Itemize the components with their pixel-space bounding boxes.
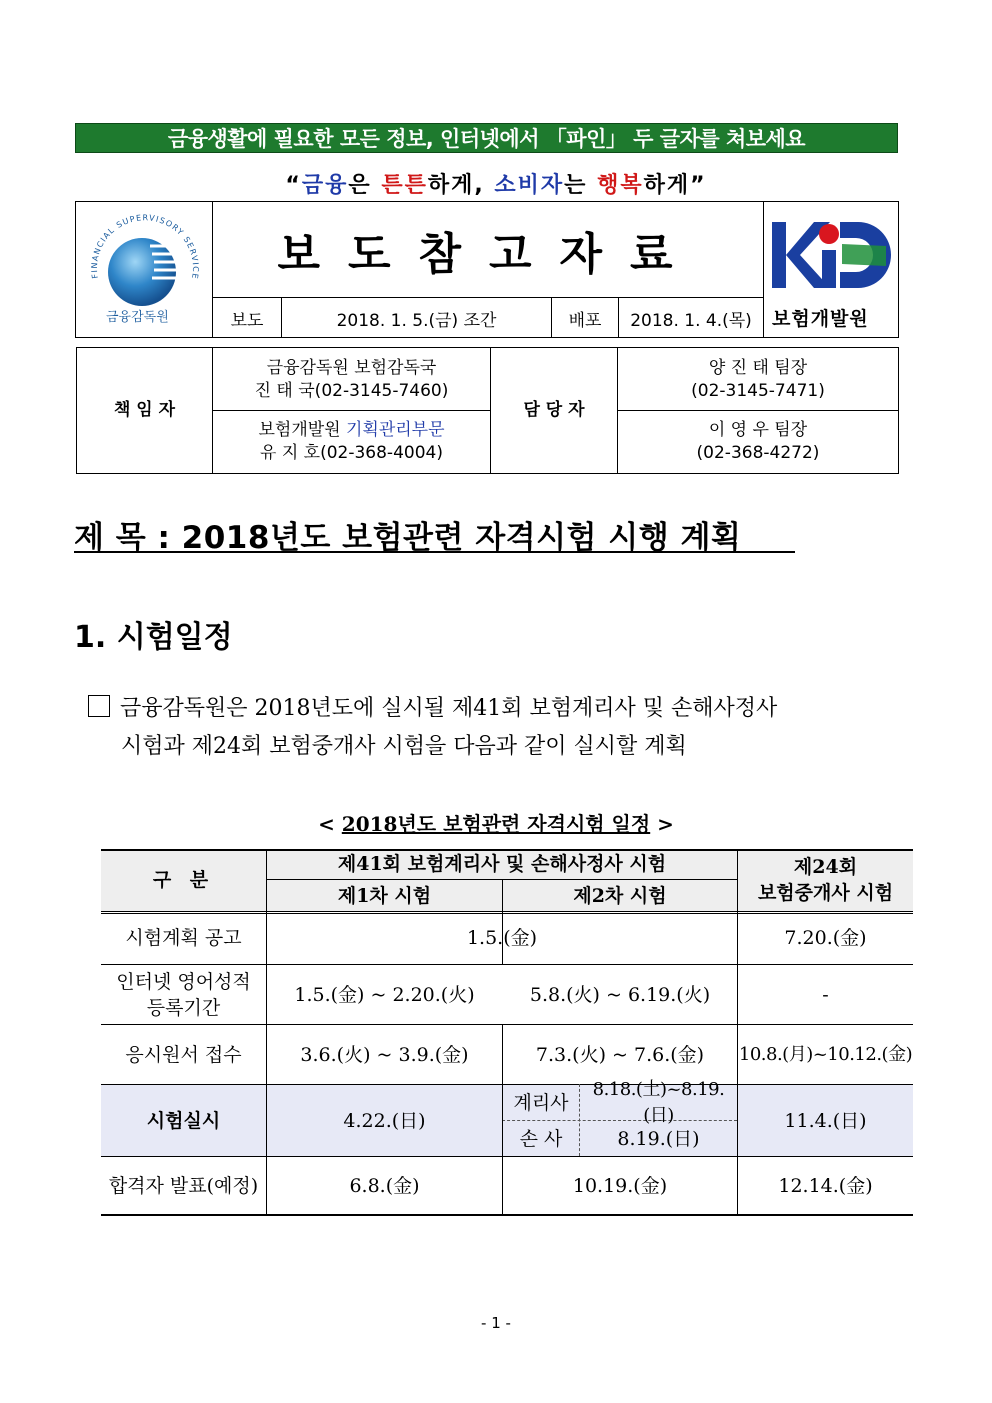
distribute-value: 2018. 1. 4.(목) <box>630 310 752 331</box>
slogan-text: 는 <box>564 173 598 198</box>
intro-paragraph <box>88 690 928 766</box>
paragraph-line: 시험과 제24회 보험중개사 시험을 다음과 같이 실시할 계획 <box>121 734 687 759</box>
row-label: 인터넷 영어성적 등록기간 <box>116 970 251 1019</box>
fss-logo <box>80 206 208 334</box>
table-cell: 5.8.(火) ~ 6.19.(火) <box>529 983 711 1006</box>
header-exam41: 제41회 보험계리사 및 손해사정사 시험 <box>337 853 667 875</box>
svg-text:FINANCIAL SUPERVISORY SERVICE: FINANCIAL SUPERVISORY SERVICE <box>89 213 201 281</box>
slogan-text: 은 <box>348 173 382 198</box>
kidi-logo <box>766 208 896 333</box>
row-label: 시험계획 공고 <box>125 927 242 949</box>
contact-org: 금융감독원 보험감독국 <box>266 358 437 378</box>
paragraph-line: 금융감독원은 2018년도에 실시될 제41회 보험계리사 및 손해사정사 <box>120 696 778 721</box>
contact-person: 이 영 우 팀장 <box>708 420 808 440</box>
table-cell: 4.22.(日) <box>343 1109 426 1132</box>
table-cell: 11.4.(日) <box>784 1109 867 1132</box>
subject-underline <box>74 551 795 553</box>
header-exam24: 제24회 보험중개사 시험 <box>757 856 894 904</box>
contacts-table <box>76 347 899 474</box>
contact-person: 유 지 호(02-368-4004) <box>260 443 443 463</box>
slogan-text: 하게 <box>643 173 691 198</box>
row-label: 응시원서 접수 <box>125 1043 242 1066</box>
staff-fss <box>618 350 898 410</box>
table-cell: 1.5.(金) <box>466 927 538 949</box>
release-value: 2018. 1. 5.(금) 조간 <box>336 310 497 331</box>
table-cell: 8.19.(日) <box>617 1127 700 1150</box>
sub-label-actuary: 계리사 <box>513 1091 569 1114</box>
responsible-label: 책 임 자 <box>113 400 176 420</box>
kidi-logo-name: 보험개발원 <box>772 308 869 330</box>
slogan-word-solid: 튼튼 <box>381 173 428 198</box>
sub-label-adjuster: 손 사 <box>519 1127 563 1150</box>
document-title: 보도참고자료 <box>277 228 701 280</box>
header-second-exam: 제2차 시험 <box>573 884 667 907</box>
table-cell: - <box>822 983 829 1006</box>
table-cell: 10.19.(金) <box>572 1174 668 1197</box>
slogan-quote-close: ” <box>690 173 707 198</box>
table-cell: 1.5.(金) ~ 2.20.(火) <box>294 983 475 1006</box>
table-cell: 6.8.(金) <box>349 1174 420 1197</box>
header-first-exam: 제1차 시험 <box>337 884 432 907</box>
slogan-quote-open: “ <box>285 173 302 198</box>
checkbox-bullet-icon <box>88 695 110 717</box>
contact-org: 보험개발원 기획관리부문 <box>258 420 445 440</box>
row-label: 합격자 발표(예정) <box>108 1174 259 1197</box>
row-label: 시험실시 <box>146 1109 221 1132</box>
contact-phone: (02-368-4272) <box>696 443 820 463</box>
staff-kidi <box>618 412 898 472</box>
section-heading: 1. 시험일정 <box>74 620 233 655</box>
table-title: < 2018년도 보험관련 자격시험 일정 > <box>318 812 674 836</box>
kidi-emblem-icon <box>766 208 896 303</box>
contact-phone: (02-3145-7471) <box>691 381 825 401</box>
schedule-table <box>101 849 913 1215</box>
header-category: 구 분 <box>152 869 215 891</box>
press-header <box>75 201 899 338</box>
table-cell: 12.14.(金) <box>778 1174 873 1197</box>
subject-heading: 제 목 : 2018년도 보험관련 자격시험 시행 계획 <box>74 520 742 556</box>
contact-person: 양 진 태 팀장 <box>708 358 808 378</box>
page-number: - 1 - <box>481 1314 511 1332</box>
table-cell: 7.3.(火) ~ 7.6.(金) <box>535 1043 705 1066</box>
info-banner: 금융생활에 필요한 모든 정보, 인터넷에서 「파인」 두 글자를 쳐보세요 <box>75 123 898 153</box>
slogan-word-finance: 금융 <box>301 173 349 198</box>
table-cell: 7.20.(金) <box>784 927 867 949</box>
release-label: 보도 <box>230 310 264 331</box>
slogan-text: 하게, <box>427 173 495 198</box>
slogan <box>0 168 992 199</box>
fss-logo-name: 금융감독원 <box>106 310 169 325</box>
table-cell: 3.6.(火) ~ 3.9.(金) <box>300 1043 469 1066</box>
table-cell: 10.8.(月)~10.12.(金) <box>738 1043 913 1065</box>
slogan-word-happiness: 행복 <box>597 173 644 198</box>
responsible-fss <box>213 350 490 410</box>
responsible-kidi <box>213 412 490 472</box>
staff-label: 담 당 자 <box>523 400 585 420</box>
table-cell: 8.18.(土)~8.19.(日) <box>592 1078 725 1126</box>
contact-person: 진 태 국(02-3145-7460) <box>254 381 449 401</box>
distribute-label: 배포 <box>568 310 602 331</box>
slogan-word-consumer: 소비자 <box>494 173 565 198</box>
